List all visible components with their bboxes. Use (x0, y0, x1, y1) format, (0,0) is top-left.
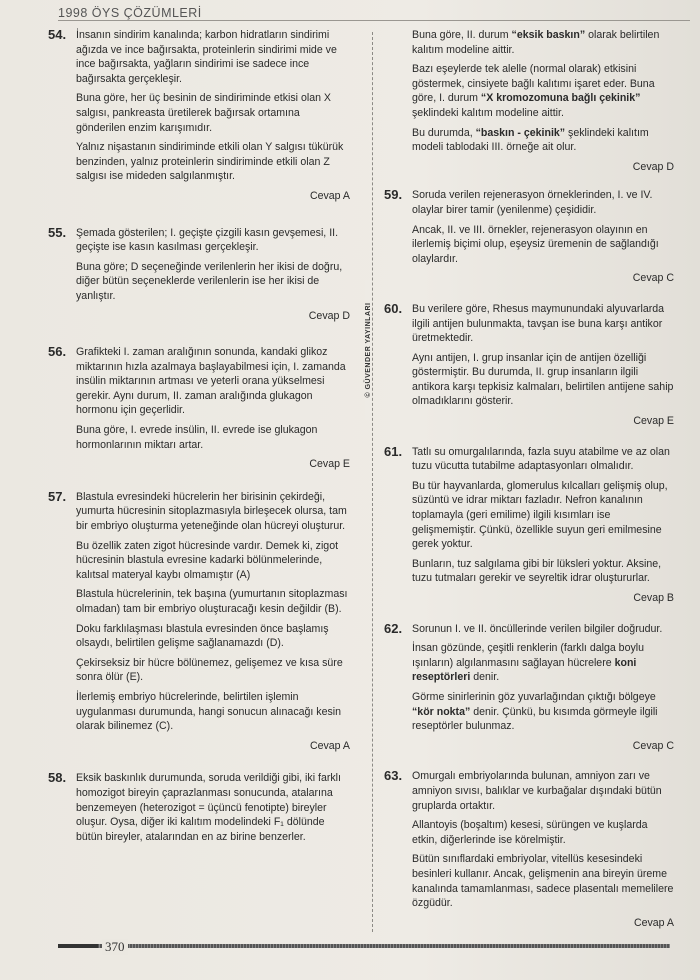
paragraph: Yalnız nişastanın sindiriminde etkili olan Y salgısı tükürük benzinden, yalnız proteinlerin sindiriminde etkili olan Z salgısı ise mideden salgılanmıştır. (76, 141, 344, 183)
paragraph: Çekirseksiz bir hücre bölünemez, gelişemez ve kısa süre sonra ölür (E). (76, 656, 343, 684)
answer-label: Cevap C (632, 272, 674, 285)
footer-bar (58, 944, 670, 948)
question-60 (384, 302, 674, 429)
answer-label: Cevap A (309, 189, 350, 202)
question-number: 56. (48, 344, 67, 360)
running-header: 1998 ÖYS ÇÖZÜMLERİ (58, 6, 202, 20)
paragraph: Allantoyis (boşaltım) kesesi, sürüngen ve kuşlarda etkin, diğerlerinde ise körelmiştir. (412, 819, 648, 846)
page-number: 370 (102, 939, 128, 955)
question-number: 59. (384, 187, 403, 203)
answer-label: Cevap D (632, 160, 674, 173)
answer-label: Cevap E (309, 458, 350, 471)
paragraph: Sorunun I. ve II. öncüllerinde verilen bilgiler doğrudur. (412, 622, 663, 635)
paragraph: Aynı antijen, I. grup insanlar için de antijen özelliği göstermiştir. Bu durumda, II. grup insanların ilgili antikora karşı tepkisiz kalmaları, belirtilen antijene sahip olmadıklarını gösterir. (412, 351, 674, 408)
answer-label: Cevap B (633, 592, 674, 604)
answer-label: Cevap A (633, 916, 674, 929)
paragraph: İnsan gözünde, çeşitli renklerin (farklı dalga boylu ışınların) algılanmasını sağlayan hücrelere koni reseptörleri denir. (412, 642, 645, 684)
paragraph: İlerlemiş embriyo hücrelerinde, belirtilen işlemin uygulanması durumunda, hangi sonucun alınacağı kesin olarak bilinemez (C). (76, 690, 342, 733)
paragraph: Buna göre, her üç besinin de sindiriminde etkisi olan X salgısı, pankreasta üretilerek bağırsak ortamına gönderilen enzim karışımıdır. (76, 92, 331, 134)
paragraph: Buna göre; D seçeneğinde verilenlerin her ikisi de doğru, diğer bütün seçeneklerde verilenlerin ise her ikisi de yanlıştır. (76, 260, 343, 302)
question-56 (48, 345, 350, 472)
question-58-continuation (384, 28, 674, 174)
question-number: 62. (384, 620, 403, 636)
paragraph: Doku farklılaşması blastula evresinden önce başlamış olsaydı, belirtilen gelişme sağlanamazdı (D). (76, 622, 329, 650)
paragraph: Blastula hücrelerinin, tek başına (yumurtanın sitoplazması olmadan) tam bir embriyo oluşturacağı kesin değildir (B). (76, 588, 348, 615)
column-divider (372, 32, 373, 932)
paragraph: Grafikteki I. zaman aralığının sonunda, kandaki glikoz miktarının hızla azalmaya başlayabilmesi için, I. zamanda insülin miktarının artması ve yeterli orana yükselmesi gerekir. Aynı durum, II. zaman aralığında glukagon hormonu için geçerlidir. (76, 346, 346, 417)
question-58 (48, 771, 350, 844)
paragraph: Bu tür hayvanlarda, glomerulus kılcalları gelişmiş olup, süzüntü ve idrar miktarı fazladır. Nefron kanalının toplamayla (geri emilime) ilgili kısımları ise gelişmemiştir. Çünkü, özellikle suyun geri emilmesine gerek yoktur. (412, 479, 668, 551)
question-number: 55. (48, 224, 67, 240)
question-59 (384, 188, 674, 286)
question-number: 57. (48, 488, 67, 504)
question-number: 61. (384, 443, 403, 459)
question-57 (48, 490, 350, 754)
question-number: 54. (48, 27, 67, 42)
paragraph: Bunların, tuz salgılama gibi bir lüksleri yoktur. Aksine, tuzu tutmaları gerekir ve seyreltik idrar oluştururlar. (412, 557, 662, 585)
footer-bar-accent (58, 944, 98, 948)
answer-label: Cevap A (309, 739, 350, 752)
question-number: 60. (384, 300, 403, 316)
question-62 (384, 622, 674, 754)
paragraph: Buna göre, II. durum “eksik baskın” olarak belirtilen kalıtım modeline aittir. (412, 29, 660, 56)
left-column (48, 28, 350, 849)
question-63 (384, 769, 674, 930)
paragraph: Bu özellik zaten zigot hücresinde vardır. Demek ki, zigot hücresinin blastula evresine kadarki bölünmelerinde, kalıtsal materyal kaybı olmamıştır (A) (76, 539, 339, 581)
paragraph: Bu verilere göre, Rhesus maymunundaki alyuvarlarda ilgili antijen bulunmakta, tavşan ise buna karşı antikor üretmektedir. (412, 302, 665, 345)
question-61 (384, 445, 674, 606)
paragraph: Görme sinirlerinin göz yuvarlağından çıktığı bölgeye “kör nokta” denir. Çünkü, bu kısımda görmeyle ilgili reseptörler bulunmaz. (412, 690, 658, 733)
paragraph: Blastula evresindeki hücrelerin her birisinin çekirdeği, yumurta hücresinin sitoplazmasıyla birleşecek olursa, tam bir embriyo oluşturma yeteneğinde olan hücreyi oluşturur. (76, 490, 347, 533)
question-number: 63. (384, 768, 403, 784)
paragraph: Bu durumda, “baskın - çekinik” şeklindeki kalıtım modeli tablodaki III. örneğe ait olur. (412, 126, 649, 154)
question-54 (48, 28, 350, 204)
answer-label: Cevap C (632, 739, 674, 752)
paragraph: Şemada gösterilen; I. geçişte çizgili kasın gevşemesi, II. geçişte ise kasın kasılması gerçekleşir. (76, 226, 339, 254)
paragraph: Bütün sınıflardaki embriyolar, vitellüs kesesindeki besinleri kullanır. Ancak, gelişmenin ana bireyin üreme kanalında tamamlanması, sadece plasentalı memelilere özgüdür. (412, 853, 674, 910)
paragraph: Buna göre, I. evrede insülin, II. evrede ise glukagon hormonlarının miktarı artar. (76, 424, 318, 451)
answer-label: Cevap E (633, 415, 674, 428)
question-55 (48, 226, 350, 324)
publisher-credit: © GÜVENDER YAYINLARI (365, 280, 372, 420)
question-number: 58. (48, 770, 67, 786)
right-column (384, 28, 674, 930)
paragraph: Ancak, II. ve III. örnekler, rejenerasyon olayının en ilerlemiş biçimi olup, eşeysiz üremenin de sağlandığı olaylardır. (412, 223, 659, 265)
paragraph: Tatlı su omurgalılarında, fazla suyu atabilme ve az olan tuzu vücutta tutabilme adaptasyonları olmalıdır. (412, 445, 670, 473)
paragraph: Eksik baskınlık durumunda, soruda verildiği gibi, iki farklı homozigot bireyin çaprazlanması sonucunda, atalarına benzemeyen (heterozigot = üçüncü fenotipte) bireyler oluşur. Oysa, diğer iki kalıtım modelindeki F₁ dölünde bütün bireyler, atalarından en az birine benzerler. (76, 772, 341, 843)
paragraph: Bazı eşeylerde tek alelle (normal olarak) etkisini göstermek, cinsiyete bağlı kalıtımı işaret eder. Buna göre, I. durum “X kromozomuna bağlı çekinik” şeklindeki kalıtım modeline aittir. (412, 63, 655, 119)
answer-label: Cevap D (308, 309, 350, 322)
header-rule (58, 20, 690, 21)
paragraph: İnsanın sindirim kanalında; karbon hidratların sindirimi ağızda ve ince bağırsakta, proteinlerin sindirimi mide ve ince bağırsakta, yağların sindirimi ise sadece ince bağırsakta gerçekleşir. (76, 29, 337, 85)
paragraph: Soruda verilen rejenerasyon örneklerinden, I. ve IV. olaylar birer tamir (yenilenme) çeşididir. (412, 189, 653, 216)
paragraph: Omurgalı embriyolarında bulunan, amniyon zarı ve amniyon sıvısı, balıklar ve kurbağalar dışındaki bütün gruplarda ortaktır. (412, 770, 662, 812)
